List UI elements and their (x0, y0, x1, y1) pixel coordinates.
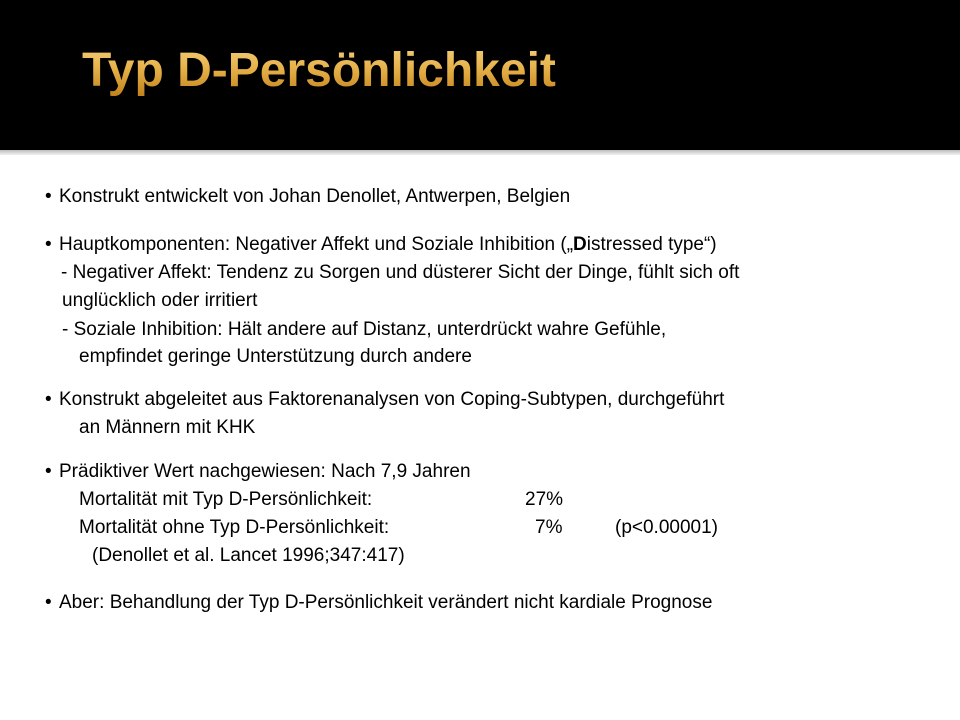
bullet-text: Aber: Behandlung der Typ D-Persönlichkeit verändert nicht kardiale Prognose (59, 592, 713, 613)
bullet-glyph: • (45, 389, 52, 410)
mortality-label: Mortalität ohne Typ D-Persönlichkeit: (79, 517, 390, 538)
bullet-glyph: • (45, 234, 52, 255)
mortality-value: 27% (525, 489, 564, 510)
p-value: (p<0.00001) (615, 517, 718, 538)
emphasis-letter: D (573, 234, 587, 255)
sub-item-text: - Soziale Inhibition: Hält andere auf Distanz, unterdrückt wahre Gefühle, (62, 319, 667, 340)
bullet-glyph: • (45, 461, 52, 482)
bullet-text: Konstrukt abgeleitet aus Faktorenanalysen von Coping-Subtypen, durchgeführt (59, 389, 725, 410)
bullet-text (59, 233, 717, 257)
bullet-text: Prädiktiver Wert nachgewiesen: Nach 7,9 Jahren (59, 461, 471, 482)
bullet-glyph: • (45, 592, 52, 613)
bullet-glyph: • (45, 186, 52, 207)
citation: (Denollet et al. Lancet 1996;347:417) (92, 545, 405, 566)
bullet-text: Konstrukt entwickelt von Johan Denollet, Antwerpen, Belgien (59, 186, 571, 207)
divider (0, 150, 960, 155)
bullet-continuation: an Männern mit KHK (79, 417, 256, 438)
text-run: Hauptkomponenten: Negativer Affekt und Soziale Inhibition („ (59, 234, 574, 255)
mortality-label: Mortalität mit Typ D-Persönlichkeit: (79, 489, 373, 510)
sub-item-continuation: empfindet geringe Unterstützung durch andere (79, 346, 472, 367)
title-bar (0, 0, 960, 150)
mortality-value: 7% (535, 517, 563, 538)
slide-title: Typ D-Persönlichkeit (82, 38, 556, 104)
sub-item-text: - Negativer Affekt: Tendenz zu Sorgen und düsterer Sicht der Dinge, fühlt sich oft (61, 262, 740, 283)
text-run: istressed type“) (586, 234, 717, 255)
sub-item-continuation: unglücklich oder irritiert (62, 290, 258, 311)
